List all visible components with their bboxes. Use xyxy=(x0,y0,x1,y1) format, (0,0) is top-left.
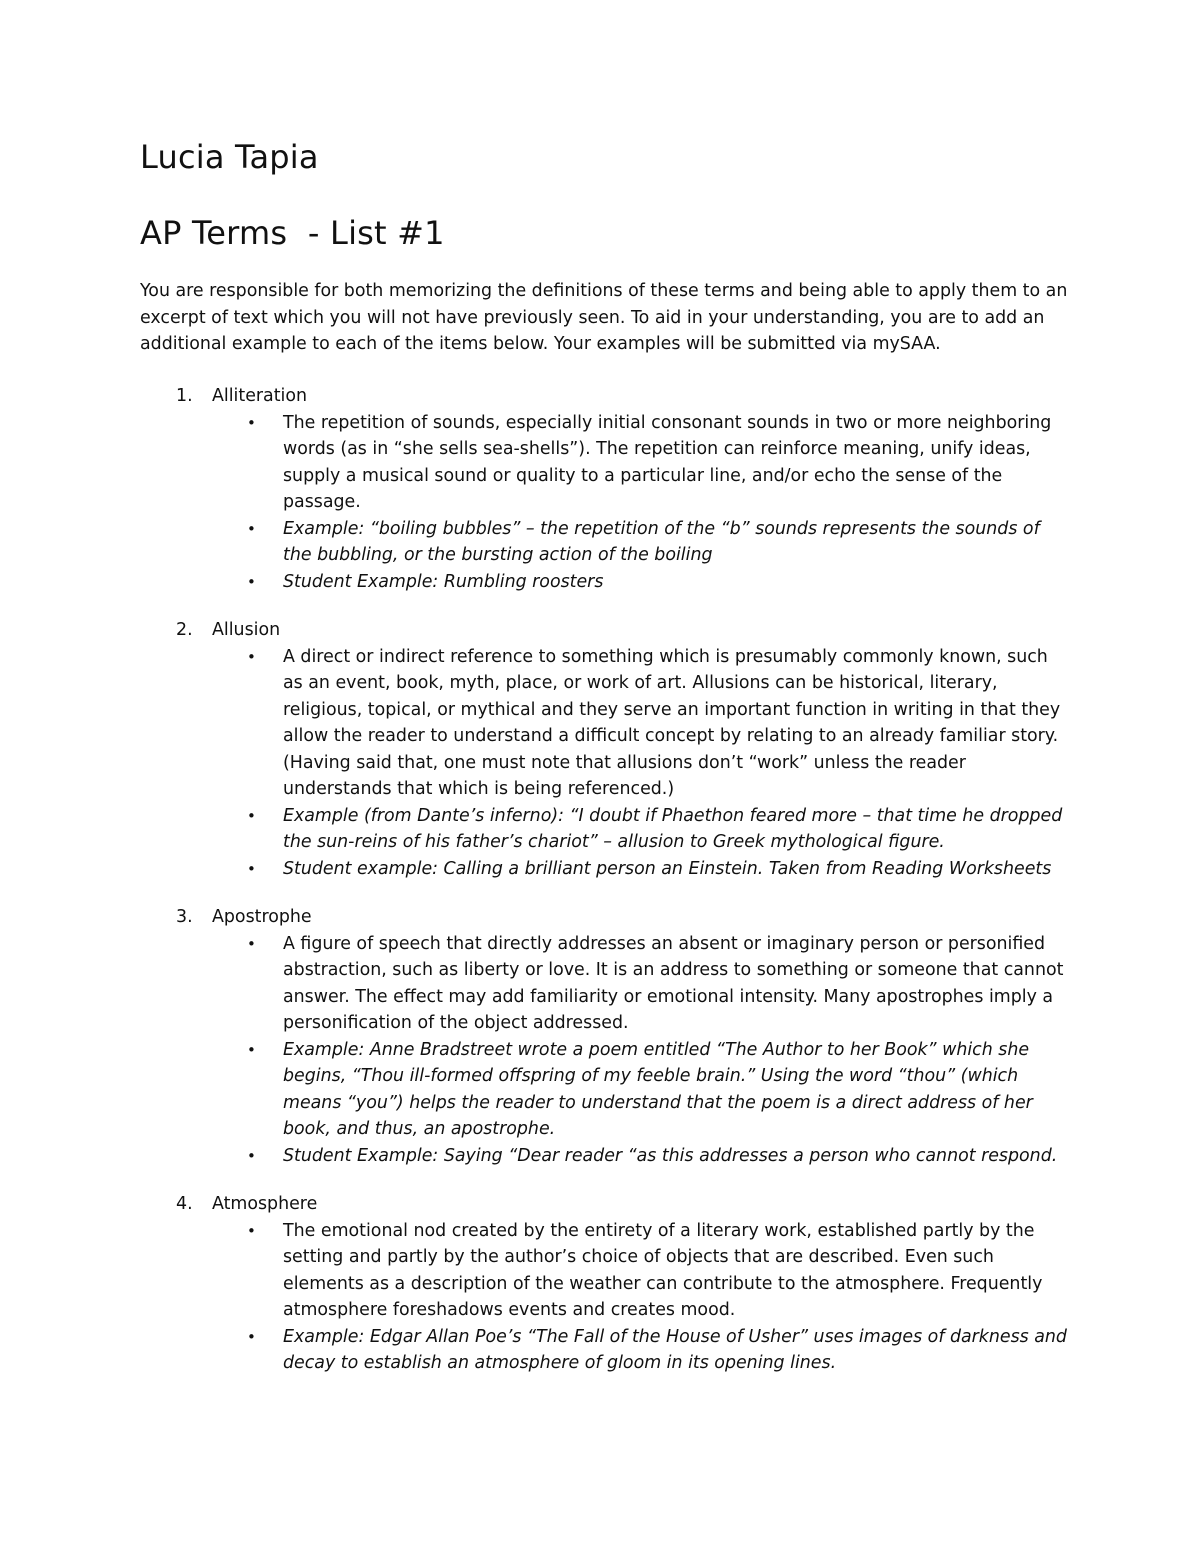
example-text: Example (from Dante’s inferno): “I doubt if Phaethon feared more – that time he dropped the sun-reins of his father’s chariot” – allusion to Greek mythological figure. xyxy=(283,805,1063,852)
term-bullets xyxy=(140,644,1070,883)
term-name: Alliteration xyxy=(212,386,308,406)
term-item xyxy=(140,1191,1070,1377)
term-name: Apostrophe xyxy=(212,907,312,927)
student-example-bullet xyxy=(140,569,1070,596)
example-bullet xyxy=(140,803,1070,856)
example-text: Example: “boiling bubbles” – the repetition of the “b” sounds represents the sounds of the bubbling, or the bursting action of the boiling xyxy=(283,518,1040,565)
bullet-icon: • xyxy=(247,572,256,591)
term-number: 1. xyxy=(176,386,193,406)
term-heading xyxy=(140,904,1070,931)
definition-text: The repetition of sounds, especially initial consonant sounds in two or more neighboring words (as in “she sells sea-shells”). The repetition can reinforce meaning, unify ideas, supply a musical sound or quality to a particular line, and/or echo the sense of the passage. xyxy=(283,412,1052,512)
term-item xyxy=(140,383,1070,595)
student-example-bullet xyxy=(140,1143,1070,1170)
bullet-icon: • xyxy=(247,1221,256,1240)
terms-list xyxy=(140,383,1070,1399)
author-name: Lucia Tapia xyxy=(140,138,319,176)
term-heading xyxy=(140,1191,1070,1218)
definition-text: A figure of speech that directly addresses an absent or imaginary person or personified abstraction, such as liberty or love. It is an address to something or someone that cannot answer. The effect may add familiarity or emotional intensity. Many apostrophes imply a personification of the object addressed. xyxy=(283,933,1064,1033)
term-item xyxy=(140,617,1070,882)
bullet-icon: • xyxy=(247,1146,256,1165)
bullet-icon: • xyxy=(247,1327,256,1346)
student-example-bullet xyxy=(140,856,1070,883)
term-item xyxy=(140,904,1070,1169)
student-example-text: Student Example: Rumbling roosters xyxy=(283,571,604,592)
example-text: Example: Edgar Allan Poe’s “The Fall of the House of Usher” uses images of darkness and decay to establish an atmosphere of gloom in its opening lines. xyxy=(283,1326,1067,1373)
term-number: 2. xyxy=(176,620,193,640)
bullet-icon: • xyxy=(247,1040,256,1059)
intro-paragraph: You are responsible for both memorizing the definitions of these terms and being able to apply them to an excerpt of text which you will not have previously seen. To aid in your understanding, you are to add an additional example to each of the items below. Your examples will be submitted via mySAA. xyxy=(140,281,1068,354)
page-title: AP Terms - List #1 xyxy=(140,214,445,252)
term-heading xyxy=(140,383,1070,410)
definition-bullet xyxy=(140,410,1070,516)
term-name: Allusion xyxy=(212,620,281,640)
bullet-icon: • xyxy=(247,934,256,953)
student-example-text: Student example: Calling a brilliant person an Einstein. Taken from Reading Worksheets xyxy=(283,858,1052,879)
bullet-icon: • xyxy=(247,647,256,666)
student-example-text: Student Example: Saying “Dear reader “as this addresses a person who cannot respond. xyxy=(283,1145,1058,1166)
bullet-icon: • xyxy=(247,519,256,538)
bullet-icon: • xyxy=(247,806,256,825)
definition-text: The emotional nod created by the entirety of a literary work, established partly by the setting and partly by the author’s choice of objects that are described. Even such elements as a description of the weather can contribute to the atmosphere. Frequently atmosphere foreshadows events and creates mood. xyxy=(283,1220,1043,1320)
example-text: Example: Anne Bradstreet wrote a poem entitled “The Author to her Book” which she begins, “Thou ill-formed offspring of my feeble brain.” Using the word “thou” (which means “you”) helps the reader to understand that the poem is a direct address of her book, and thus, an apostrophe. xyxy=(283,1039,1033,1139)
term-bullets xyxy=(140,410,1070,596)
definition-bullet xyxy=(140,644,1070,803)
term-bullets xyxy=(140,931,1070,1170)
term-name: Atmosphere xyxy=(212,1194,318,1214)
example-bullet xyxy=(140,1324,1070,1377)
term-bullets xyxy=(140,1218,1070,1377)
example-bullet xyxy=(140,1037,1070,1143)
bullet-icon: • xyxy=(247,413,256,432)
definition-text: A direct or indirect reference to something which is presumably commonly known, such as an event, book, myth, place, or work of art. Allusions can be historical, literary, religious, topical, or mythical and they serve an important function in writing in that they allow the reader to understand a difficult concept by relating to an already familiar story. (Having said that, one must note that allusions don’t “work” unless the reader understands that which is being referenced.) xyxy=(283,646,1061,799)
definition-bullet xyxy=(140,931,1070,1037)
term-number: 3. xyxy=(176,907,193,927)
definition-bullet xyxy=(140,1218,1070,1324)
example-bullet xyxy=(140,516,1070,569)
term-number: 4. xyxy=(176,1194,193,1214)
term-heading xyxy=(140,617,1070,644)
bullet-icon: • xyxy=(247,859,256,878)
